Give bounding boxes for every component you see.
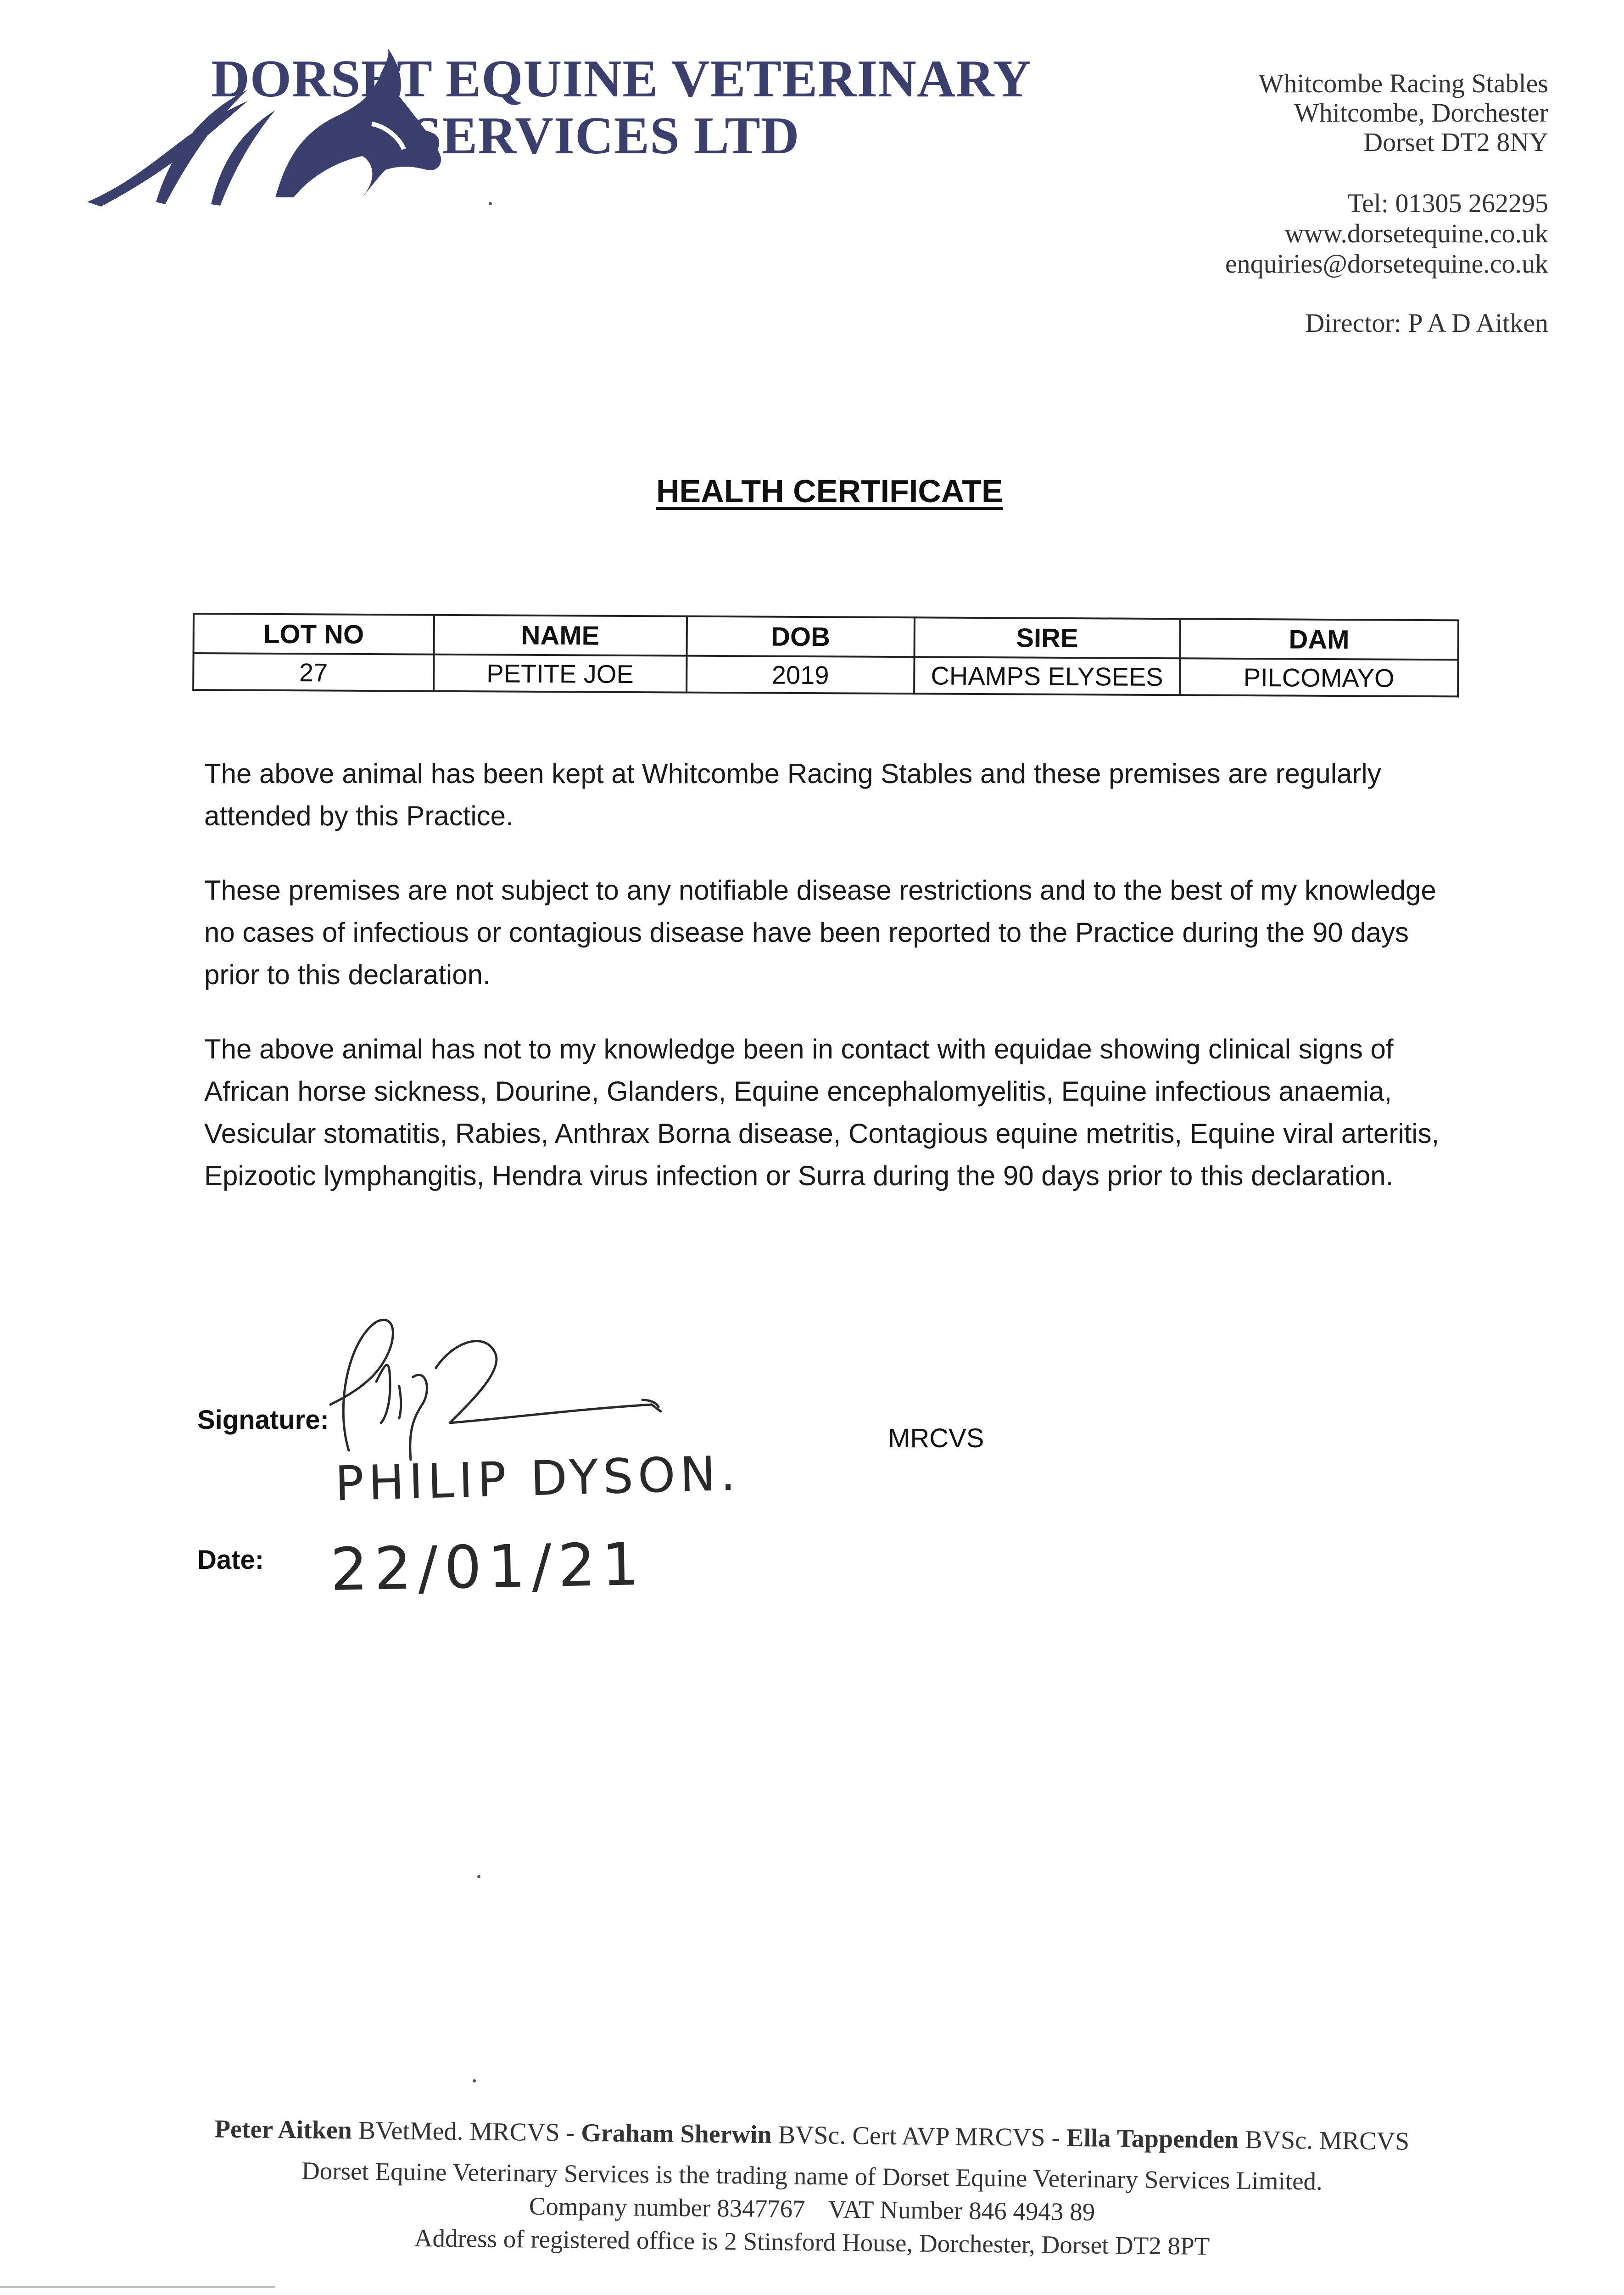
- address-line: Whitcombe, Dorchester: [1294, 98, 1548, 128]
- dob-cell: 2019: [686, 656, 914, 694]
- handwritten-date: 22/01/21: [329, 1530, 647, 1604]
- date-label: Date:: [197, 1545, 264, 1575]
- telephone: Tel: 01305 262295: [1347, 188, 1548, 218]
- staff-name: Peter Aitken: [214, 2115, 352, 2145]
- signature-label: Signature:: [197, 1405, 329, 1435]
- declaration-paragraph: These premises are not subject to any notifiable disease restrictions and to the best of my knowledge no cases of infectious or contagious disease have been reported to the Practice during the 90 days prior to this declaration.: [204, 875, 1436, 990]
- staff-name: Graham Sherwin: [580, 2118, 772, 2149]
- staff-quals: BVetMed. MRCVS: [358, 2116, 560, 2147]
- scan-speck: [477, 1875, 480, 1878]
- declaration-text: [204, 753, 1443, 1229]
- director: Director: P A D Aitken: [1305, 308, 1548, 338]
- email: enquiries@dorsetequine.co.uk: [1225, 249, 1548, 279]
- company-name: [211, 50, 1032, 165]
- contact-details: [1225, 188, 1548, 279]
- address-line: Dorset DT2 8NY: [1363, 127, 1548, 157]
- vat-number: VAT Number 846 4943 89: [828, 2195, 1095, 2226]
- footer-trading-name: Dorset Equine Veterinary Services is the trading name of Dorset Equine Veterinary Services Limited.: [301, 2156, 1323, 2195]
- staff-quals: BVSc. MRCVS: [1245, 2125, 1410, 2156]
- handwritten-signature: [321, 1313, 698, 1469]
- company-name-line2: SERVICES LTD: [412, 106, 800, 165]
- company-number: Company number 8347767: [529, 2192, 805, 2223]
- staff-separator: -: [559, 2118, 581, 2147]
- name-cell: PETITE JOE: [434, 655, 687, 693]
- dam-cell: PILCOMAYO: [1180, 658, 1458, 696]
- scan-edge-line: [0, 2286, 275, 2288]
- address-line: Whitcombe Racing Stables: [1258, 68, 1548, 98]
- staff-quals: BVSc. Cert AVP MRCVS: [778, 2121, 1045, 2152]
- staff-name: Ella Tappenden: [1066, 2123, 1239, 2154]
- staff-separator: -: [1045, 2123, 1067, 2152]
- declaration-paragraph: The above animal has been kept at Whitcombe Racing Stables and these premises are regularly attended by this Practice.: [204, 758, 1381, 831]
- scan-speck: [473, 2079, 476, 2082]
- column-header: LOT NO: [194, 614, 434, 655]
- table-header-row: [194, 614, 1458, 660]
- footer-registered-office: Address of registered office is 2 Stinsford House, Dorchester, Dorset DT2 8PT: [414, 2223, 1210, 2261]
- company-address: [1259, 69, 1548, 157]
- column-header: DOB: [686, 616, 915, 657]
- sire-cell: CHAMPS ELYSEES: [914, 657, 1180, 695]
- footer-staff-line: [0, 2112, 1624, 2158]
- horse-details-table: [192, 613, 1459, 697]
- table-row: [193, 653, 1458, 696]
- certificate-title: HEALTH CERTIFICATE: [656, 473, 1003, 509]
- company-name-line1: DORSET EQUINE VETERINARY: [211, 50, 1032, 108]
- column-header: SIRE: [914, 617, 1180, 658]
- scan-speck: [489, 202, 492, 205]
- declaration-paragraph: The above animal has not to my knowledge been in contact with equidae showing clinical signs of African horse sickness, Dourine, Glanders, Equine encephalomyelitis, Equine infectious anaemia, Vesicular stomatitis, Rabies, Anthrax Borna disease, Contagious equine metritis, Equine viral arteritis, Epizootic lymphangitis, Hendra virus infection or Surra during the 90 days prior to this declaration.: [204, 1034, 1440, 1191]
- handwritten-printed-name: PHILIP DYSON.: [334, 1445, 741, 1512]
- website: www.dorsetequine.co.uk: [1284, 218, 1548, 248]
- column-header: NAME: [434, 615, 687, 656]
- column-header: DAM: [1180, 619, 1458, 660]
- lot-no-cell: 27: [193, 653, 434, 691]
- mrcvs-qualification: MRCVS: [888, 1423, 984, 1453]
